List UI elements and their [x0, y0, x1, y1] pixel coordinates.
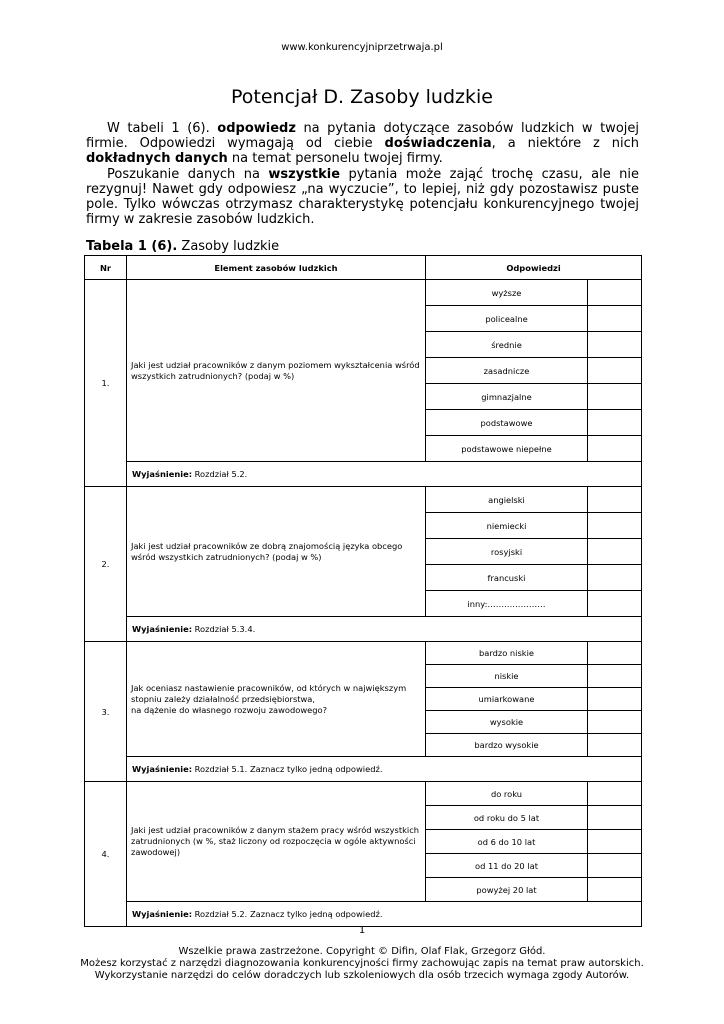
- intro-text: [86, 121, 639, 227]
- answer-input-cell[interactable]: [588, 332, 642, 358]
- footer-line: Wykorzystanie narzędzi do celów doradczych lub szkoleniowych dla osób trzecich wymaga zgody Autorów.: [94, 969, 630, 981]
- answer-row: [85, 642, 642, 665]
- answer-option-label: inny:…………………: [426, 591, 588, 617]
- answer-option-label: bardzo wysokie: [426, 734, 588, 757]
- header-url[interactable]: www.konkurencyjniprzetrwaja.pl: [281, 42, 443, 53]
- answer-option-label: bardzo niskie: [426, 642, 588, 665]
- answer-input-cell[interactable]: [588, 711, 642, 734]
- answer-option-label: wyższe: [426, 280, 588, 306]
- answer-option-label: średnie: [426, 332, 588, 358]
- intro-text-run: na pytania dotyczące zasobów ludzkich w twojej firmie. Odpowiedzi wymagają od ciebie: [86, 121, 639, 152]
- answer-option-label: wysokie: [426, 711, 588, 734]
- question-number: 3.: [85, 642, 127, 782]
- intro-text-run: , a niektóre z nich: [491, 136, 639, 152]
- answer-input-cell[interactable]: [588, 436, 642, 462]
- question-text: Jaki jest udział pracowników ze dobrą znajomością języka obcego wśród wszystkich zatrudnionych? (podaj w %): [127, 487, 426, 617]
- intro-text-run: Poszukanie danych na: [107, 166, 269, 182]
- explanation-label: Wyjaśnienie:: [132, 909, 193, 919]
- explanation-cell: [127, 902, 642, 927]
- answer-option-label: do roku: [426, 782, 588, 806]
- question-text: Jaki jest udział pracowników z danym poziomem wykształcenia wśród wszystkich zatrudnionych? (podaj w %): [127, 280, 426, 462]
- answer-input-cell[interactable]: [588, 734, 642, 757]
- explanation-label: Wyjaśnienie:: [132, 624, 193, 634]
- question-number: 2.: [85, 487, 127, 642]
- table-caption: [86, 239, 279, 254]
- footer-line: Wszelkie prawa zastrzeżone. Copyright © Difin, Olaf Flak, Grzegorz Głód.: [178, 946, 546, 957]
- table-caption-title: Zasoby ludzkie: [177, 239, 280, 254]
- col-header-element: Element zasobów ludzkich: [127, 256, 426, 280]
- explanation-label: Wyjaśnienie:: [132, 469, 193, 479]
- answer-row: [85, 782, 642, 806]
- answer-input-cell[interactable]: [588, 410, 642, 436]
- answer-input-cell[interactable]: [588, 280, 642, 306]
- answer-input-cell[interactable]: [588, 688, 642, 711]
- intro-emphasis: doświadczenia: [384, 136, 492, 152]
- intro-text-run: na temat personelu twojej firmy.: [227, 151, 443, 167]
- explanation-row: [85, 617, 642, 642]
- intro-emphasis: wszystkie: [268, 166, 341, 182]
- explanation-text: Rozdział 5.2. Zaznacz tylko jedną odpowiedź.: [192, 909, 383, 919]
- page-number: 1: [358, 925, 366, 936]
- intro-text-run: W tabeli 1 (6).: [107, 121, 218, 136]
- answer-input-cell[interactable]: [588, 306, 642, 332]
- explanation-text: Rozdział 5.3.4.: [192, 624, 256, 634]
- question-text: Jak oceniasz nastawienie pracowników, od których w największym stopniu zależy działalność przedsiębiorstwa, na dążenie do własnego rozwoju zawodowego?: [127, 642, 426, 757]
- answer-option-label: angielski: [426, 487, 588, 513]
- answer-input-cell[interactable]: [588, 830, 642, 854]
- answer-input-cell[interactable]: [588, 513, 642, 539]
- answer-input-cell[interactable]: [588, 642, 642, 665]
- explanation-row: [85, 902, 642, 927]
- answer-input-cell[interactable]: [588, 591, 642, 617]
- answer-option-label: od roku do 5 lat: [426, 806, 588, 830]
- answer-option-label: umiarkowane: [426, 688, 588, 711]
- answer-input-cell[interactable]: [588, 806, 642, 830]
- explanation-row: [85, 757, 642, 782]
- answer-option-label: francuski: [426, 565, 588, 591]
- answer-option-label: zasadnicze: [426, 358, 588, 384]
- col-header-nr: Nr: [85, 256, 127, 280]
- answer-option-label: niemiecki: [426, 513, 588, 539]
- answer-option-label: rosyjski: [426, 539, 588, 565]
- question-number: 4.: [85, 782, 127, 927]
- explanation-text: Rozdział 5.2.: [192, 469, 248, 479]
- answer-option-label: podstawowe niepełne: [426, 436, 588, 462]
- answer-input-cell[interactable]: [588, 487, 642, 513]
- answer-option-label: powyżej 20 lat: [426, 878, 588, 902]
- answer-input-cell[interactable]: [588, 565, 642, 591]
- intro-paragraph-1: [86, 121, 639, 167]
- question-number: 1.: [85, 280, 127, 487]
- answer-option-label: od 11 do 20 lat: [426, 854, 588, 878]
- table-caption-number: Tabela 1 (6).: [86, 239, 178, 254]
- explanation-row: [85, 462, 642, 487]
- answer-option-label: policealne: [426, 306, 588, 332]
- page-title: Potencjał D. Zasoby ludzkie: [231, 86, 493, 108]
- intro-emphasis: odpowiedz: [217, 121, 296, 136]
- explanation-text: Rozdział 5.1. Zaznacz tylko jedną odpowiedź.: [192, 764, 383, 774]
- intro-text-run: pytania może zająć trochę czasu, ale nie rezygnuj! Nawet gdy odpowiesz „na wyczucie”, to lepiej, niż gdy pozostawisz puste pole. Tylko wówczas otrzymasz charakterystykę potencjału konkurencyjnego twojej firmy w zakresie zasobów ludzkich.: [86, 166, 640, 228]
- answer-input-cell[interactable]: [588, 878, 642, 902]
- answer-input-cell[interactable]: [588, 384, 642, 410]
- explanation-cell: [127, 757, 642, 782]
- answer-option-label: gimnazjalne: [426, 384, 588, 410]
- answer-input-cell[interactable]: [588, 782, 642, 806]
- answer-option-label: niskie: [426, 665, 588, 688]
- resources-table: [84, 255, 642, 927]
- intro-emphasis: dokładnych danych: [86, 151, 228, 167]
- copyright-footer: [0, 946, 724, 981]
- intro-paragraph-2: [86, 167, 639, 228]
- answer-input-cell[interactable]: [588, 854, 642, 878]
- answer-option-label: od 6 do 10 lat: [426, 830, 588, 854]
- footer-line: Możesz korzystać z narzędzi diagnozowania konkurencyjności firmy zachowując zapis na temat praw autorskich.: [80, 957, 644, 969]
- answer-input-cell[interactable]: [588, 539, 642, 565]
- table-header-row: [85, 256, 642, 280]
- explanation-label: Wyjaśnienie:: [132, 764, 193, 774]
- answer-row: [85, 280, 642, 306]
- answer-input-cell[interactable]: [588, 665, 642, 688]
- answer-input-cell[interactable]: [588, 358, 642, 384]
- question-text: Jaki jest udział pracowników z danym stażem pracy wśród wszystkich zatrudnionych (w %, staż liczony od rozpoczęcia w ogóle aktywności zawodowej): [127, 782, 426, 902]
- answer-row: [85, 487, 642, 513]
- explanation-cell: [127, 617, 642, 642]
- answer-option-label: podstawowe: [426, 410, 588, 436]
- explanation-cell: [127, 462, 642, 487]
- col-header-answers: Odpowiedzi: [426, 256, 642, 280]
